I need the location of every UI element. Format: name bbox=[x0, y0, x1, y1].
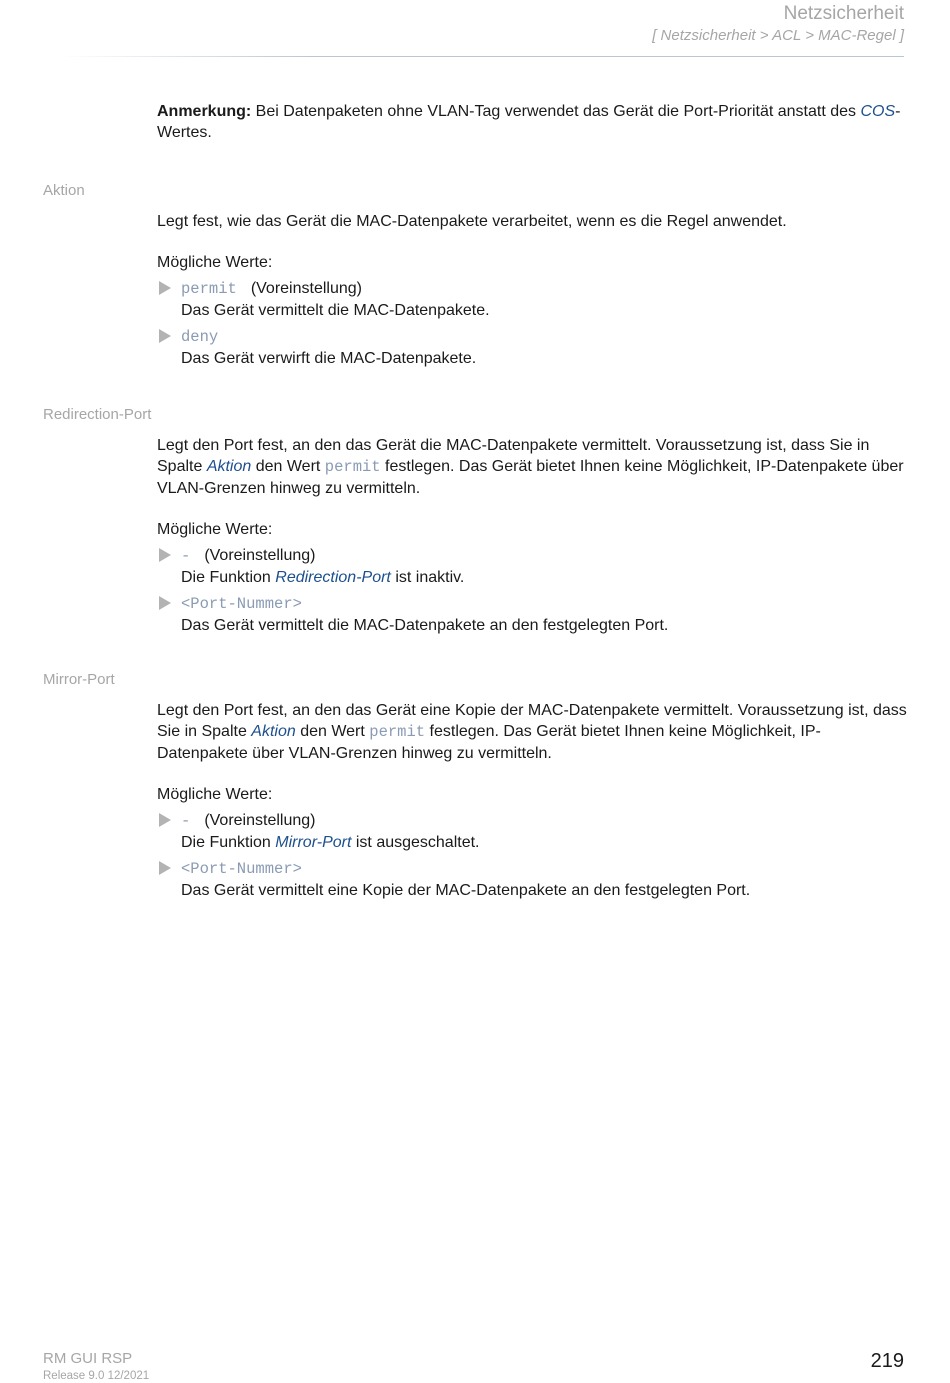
list-item bbox=[157, 278, 907, 321]
value-description: Das Gerät vermittelt die MAC-Datenpakete. bbox=[181, 302, 490, 319]
aktion-description: Legt fest, wie das Gerät die MAC-Datenpakete verarbeitet, wenn es die Regel anwendet. bbox=[157, 213, 787, 230]
aktion-values-heading: Mögliche Werte: bbox=[157, 254, 273, 271]
value-code: <Port-Nummer> bbox=[181, 860, 302, 878]
footer-release: Release 9.0 12/2021 bbox=[43, 1370, 150, 1382]
desc-text: Die Funktion bbox=[181, 569, 276, 586]
value-description: Das Gerät vermittelt eine Kopie der MAC-Datenpakete an den festgelegten Port. bbox=[181, 882, 751, 899]
redirection-desc-text-1: Legt den Port fest, an den das Gerät die MAC-Datenpakete vermittelt. Voraussetzung ist, dass Sie in Spalte bbox=[157, 437, 870, 475]
footer-product: RM GUI RSP bbox=[43, 1350, 133, 1367]
list-item bbox=[157, 326, 907, 369]
section-label-aktion: Aktion bbox=[43, 182, 85, 199]
mirror-values-heading: Mögliche Werte: bbox=[157, 786, 273, 803]
header-divider bbox=[60, 56, 904, 57]
mirror-port-link[interactable]: Mirror-Port bbox=[275, 834, 352, 851]
aktion-link[interactable]: Aktion bbox=[251, 723, 296, 740]
redirection-port-link[interactable]: Redirection-Port bbox=[275, 569, 391, 586]
breadcrumb: [ Netzsicherheit > ACL > MAC-Regel ] bbox=[652, 27, 904, 44]
cos-link[interactable]: COS bbox=[860, 103, 896, 120]
permit-code: permit bbox=[369, 723, 426, 741]
mirror-description bbox=[157, 700, 907, 764]
section-aktion bbox=[157, 211, 907, 369]
value-description: Das Gerät vermittelt die MAC-Datenpakete an den festgelegten Port. bbox=[181, 617, 669, 634]
value-code: deny bbox=[181, 328, 219, 346]
default-suffix: (Voreinstellung) bbox=[204, 812, 316, 829]
desc-text: ist inaktiv. bbox=[390, 569, 465, 586]
value-description bbox=[181, 832, 907, 853]
desc-text: Die Funktion bbox=[181, 834, 276, 851]
mirror-desc-text-2: den Wert bbox=[295, 723, 370, 740]
list-item bbox=[157, 810, 907, 853]
triangle-bullet-icon bbox=[159, 329, 171, 343]
section-mirror-port bbox=[157, 700, 907, 901]
page-number: 219 bbox=[870, 1350, 904, 1372]
mirror-desc-text-3: festlegen. Das Gerät bietet Ihnen keine Möglichkeit, IP-Datenpakete über VLAN-Grenzen hinweg zu vermitteln. bbox=[157, 723, 821, 762]
triangle-bullet-icon bbox=[159, 548, 171, 562]
section-label-redirection-port: Redirection-Port bbox=[43, 406, 152, 423]
note-text-1: Bei Datenpaketen ohne VLAN-Tag verwendet das Gerät die Port-Priorität anstatt des bbox=[251, 103, 861, 120]
redirection-description bbox=[157, 435, 907, 499]
section-redirection-port bbox=[157, 435, 907, 636]
triangle-bullet-icon bbox=[159, 596, 171, 610]
redirection-desc-text-2: den Wert bbox=[251, 458, 325, 475]
value-code: <Port-Nummer> bbox=[181, 595, 302, 613]
desc-text: ist ausgeschaltet. bbox=[351, 834, 480, 851]
section-label-mirror-port: Mirror-Port bbox=[43, 671, 115, 688]
triangle-bullet-icon bbox=[159, 813, 171, 827]
value-code: - bbox=[181, 812, 191, 830]
aktion-link[interactable]: Aktion bbox=[206, 458, 252, 475]
triangle-bullet-icon bbox=[159, 281, 171, 295]
page-header-title: Netzsicherheit bbox=[783, 3, 904, 24]
redirection-desc-text-3: festlegen. Das Gerät bietet Ihnen keine Möglichkeit, IP-Datenpakete über VLAN-Grenzen hinweg zu vermitteln. bbox=[157, 458, 904, 497]
list-item bbox=[157, 545, 907, 588]
triangle-bullet-icon bbox=[159, 861, 171, 875]
list-item bbox=[157, 593, 907, 636]
value-code: - bbox=[181, 547, 191, 565]
value-description bbox=[181, 567, 907, 588]
permit-code: permit bbox=[324, 458, 381, 476]
mirror-desc-text-1: Legt den Port fest, an den das Gerät eine Kopie der MAC-Datenpakete vermittelt. Voraussetzung ist, dass Sie in Spalte bbox=[157, 702, 907, 740]
note-text-2: -Wertes. bbox=[157, 103, 901, 141]
default-suffix: (Voreinstellung) bbox=[250, 280, 362, 297]
list-item bbox=[157, 858, 907, 901]
default-suffix: (Voreinstellung) bbox=[204, 547, 316, 564]
redirection-values-heading: Mögliche Werte: bbox=[157, 521, 273, 538]
note-label: Anmerkung: bbox=[157, 103, 252, 120]
note-paragraph bbox=[157, 101, 907, 143]
value-code: permit bbox=[181, 280, 237, 298]
value-description: Das Gerät verwirft die MAC-Datenpakete. bbox=[181, 350, 477, 367]
